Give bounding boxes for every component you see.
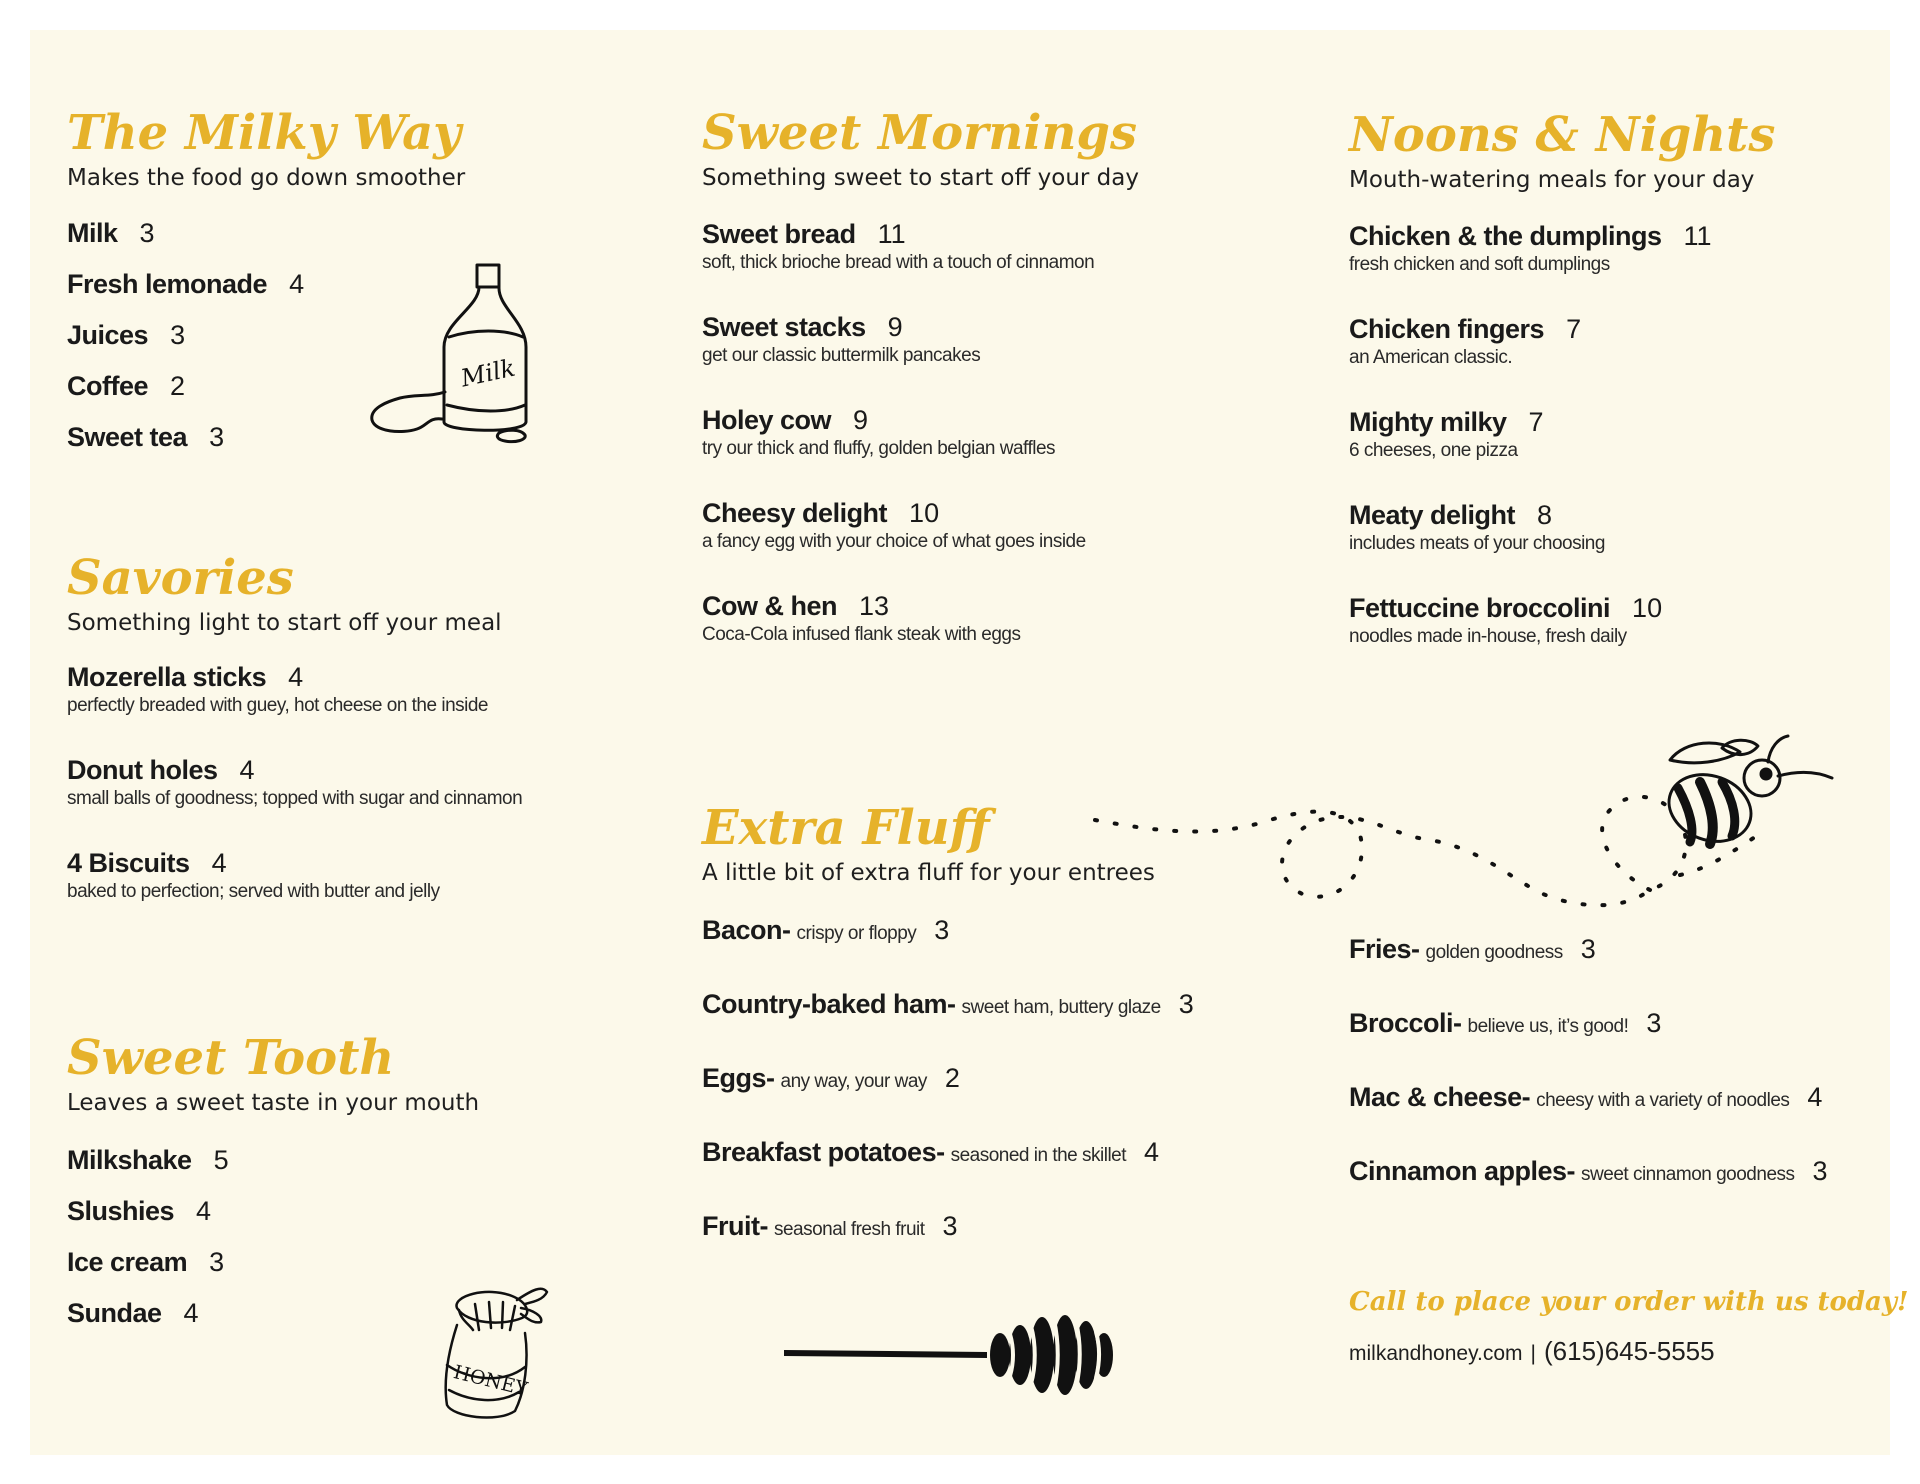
section-sweet-mornings [702, 105, 1312, 682]
item-name: Mozerella sticks [67, 662, 267, 692]
item-name: Cinnamon apples- [1349, 1156, 1576, 1186]
item-name: Cheesy delight [702, 498, 888, 528]
item-name: Fresh lemonade [67, 269, 268, 299]
item-name: Juices [67, 320, 149, 350]
item-name: Country-baked ham- [702, 989, 956, 1019]
item-list [1349, 219, 1869, 649]
menu-item [1349, 405, 1869, 463]
item-price: 4 [288, 662, 304, 692]
item-description: noodles made in-house, fresh daily [1349, 626, 1627, 647]
item-name: Ice cream [67, 1247, 188, 1277]
item-description: crispy or floppy [796, 923, 917, 944]
section-noons-nights [1349, 107, 1869, 684]
menu-item [702, 217, 1312, 275]
item-price: 4 [289, 269, 305, 299]
item-description: baked to perfection; served with butter and jelly [67, 881, 440, 902]
item-description: perfectly breaded with guey, hot cheese on the inside [67, 695, 488, 716]
item-price: 3 [1580, 934, 1596, 964]
milk-bottle-icon [349, 255, 549, 455]
item-name: Meaty delight [1349, 500, 1516, 530]
menu-item [1349, 312, 1869, 370]
contact-info [1349, 1336, 1715, 1367]
menu-sheet [30, 30, 1909, 1455]
section-title: Extra Fluff [702, 800, 990, 856]
menu-item [702, 403, 1312, 461]
item-price: 3 [942, 1211, 958, 1241]
item-description: sweet cinnamon goodness [1581, 1164, 1795, 1185]
extra-fluff-list-right [1349, 932, 1869, 1228]
menu-item [67, 1143, 627, 1177]
item-price: 9 [853, 405, 869, 435]
item-description: Coca-Cola infused flank steak with eggs [702, 624, 1021, 645]
menu-item [67, 846, 627, 904]
menu-item [1349, 1154, 1869, 1192]
item-name: Milkshake [67, 1145, 192, 1175]
item-name: Donut holes [67, 755, 218, 785]
item-price: 4 [1807, 1082, 1823, 1112]
menu-item [702, 987, 1312, 1025]
section-title: The Milky Way [67, 105, 462, 161]
item-name: Holey cow [702, 405, 832, 435]
menu-item [702, 1209, 1312, 1247]
item-name: 4 Biscuits [67, 848, 190, 878]
svg-text:HONEY: HONEY [451, 1361, 530, 1401]
menu-item [67, 753, 627, 811]
item-name: Eggs- [702, 1063, 775, 1093]
item-list [702, 913, 1312, 1247]
item-name: Mac & cheese- [1349, 1082, 1531, 1112]
item-description: try our thick and fluffy, golden belgian waffles [702, 438, 1056, 459]
honey-dipper-icon [782, 1300, 1122, 1410]
menu-item [67, 1194, 627, 1228]
item-price: 7 [1566, 314, 1582, 344]
item-price: 3 [170, 320, 186, 350]
menu-item [702, 310, 1312, 368]
item-price: 2 [170, 371, 186, 401]
item-description: an American classic. [1349, 347, 1513, 368]
item-name: Coffee [67, 371, 149, 401]
item-price: 3 [209, 422, 225, 452]
item-price: 2 [944, 1063, 960, 1093]
item-name: Bacon- [702, 915, 791, 945]
item-description: get our classic buttermilk pancakes [702, 345, 981, 366]
item-description: seasonal fresh fruit [773, 1219, 925, 1240]
section-subtitle: Mouth-watering meals for your day [1349, 167, 1755, 193]
section-title: Sweet Mornings [702, 105, 1137, 161]
item-name: Sweet tea [67, 422, 188, 452]
menu-item [1349, 932, 1869, 970]
item-price: 3 [1646, 1008, 1662, 1038]
item-description: sweet ham, buttery glaze [961, 997, 1161, 1018]
item-list [702, 217, 1312, 647]
item-description: fresh chicken and soft dumplings [1349, 254, 1610, 275]
section-subtitle: Leaves a sweet taste in your mouth [67, 1090, 480, 1116]
item-name: Chicken fingers [1349, 314, 1545, 344]
section-subtitle: A little bit of extra fluff for your entrees [702, 860, 1155, 886]
item-description: believe us, it’s good! [1467, 1016, 1629, 1037]
order-call-to-action: Call to place your order with us today! [1349, 1287, 1909, 1317]
menu-item [702, 1061, 1312, 1099]
item-price: 4 [1144, 1137, 1160, 1167]
item-price: 4 [196, 1196, 212, 1226]
item-name: Breakfast potatoes- [702, 1137, 945, 1167]
item-price: 3 [1178, 989, 1194, 1019]
menu-item [67, 660, 627, 718]
item-price: 4 [183, 1298, 199, 1328]
separator: | [1530, 1342, 1536, 1365]
item-list [67, 660, 627, 904]
website-link[interactable]: milkandhoney.com [1349, 1342, 1523, 1365]
menu-item [702, 589, 1312, 647]
bee-icon [1650, 730, 1860, 880]
item-name: Fettuccine broccolini [1349, 593, 1611, 623]
item-price: 3 [209, 1247, 225, 1277]
item-price: 10 [1632, 593, 1663, 623]
item-price: 4 [239, 755, 255, 785]
item-name: Fries- [1349, 934, 1420, 964]
item-description: golden goodness [1425, 942, 1563, 963]
section-title: Savories [67, 550, 294, 606]
item-description: seasoned in the skillet [950, 1145, 1127, 1166]
item-description: soft, thick brioche bread with a touch of cinnamon [702, 252, 1095, 273]
item-price: 4 [211, 848, 227, 878]
item-description: any way, your way [780, 1071, 927, 1092]
item-name: Milk [67, 218, 118, 248]
section-subtitle: Makes the food go down smoother [67, 165, 466, 191]
item-price: 5 [213, 1145, 229, 1175]
menu-item [1349, 1006, 1869, 1044]
item-price: 13 [859, 591, 890, 621]
item-description: a fancy egg with your choice of what goes inside [702, 531, 1086, 552]
honey-jar-icon [417, 1270, 577, 1430]
item-price: 7 [1528, 407, 1544, 437]
section-title: Sweet Tooth [67, 1030, 395, 1086]
menu-item [1349, 219, 1869, 277]
item-name: Fruit- [702, 1211, 768, 1241]
item-description: 6 cheeses, one pizza [1349, 440, 1518, 461]
item-price: 11 [877, 219, 906, 249]
item-price: 8 [1537, 500, 1553, 530]
menu-item [67, 216, 627, 250]
menu-item [702, 1135, 1312, 1173]
section-subtitle: Something light to start off your meal [67, 610, 502, 636]
item-name: Sweet bread [702, 219, 856, 249]
item-name: Slushies [67, 1196, 175, 1226]
menu-item [1349, 1080, 1869, 1118]
section-title: Noons & Nights [1349, 107, 1776, 163]
item-price: 3 [139, 218, 155, 248]
item-price: 10 [909, 498, 940, 528]
item-price: 3 [1812, 1156, 1828, 1186]
item-price: 9 [887, 312, 903, 342]
item-name: Cow & hen [702, 591, 837, 621]
item-price: 3 [934, 915, 950, 945]
item-name: Broccoli- [1349, 1008, 1462, 1038]
item-name: Mighty milky [1349, 407, 1507, 437]
section-savories [67, 550, 627, 939]
item-description: cheesy with a variety of noodles [1536, 1090, 1790, 1111]
phone-number[interactable]: (615)645-5555 [1544, 1336, 1715, 1366]
item-name: Chicken & the dumplings [1349, 221, 1662, 251]
item-name: Sundae [67, 1298, 162, 1328]
menu-item [1349, 591, 1869, 649]
svg-text:Milk: Milk [458, 353, 518, 393]
item-description: small balls of goodness; topped with sugar and cinnamon [67, 788, 523, 809]
menu-item [1349, 498, 1869, 556]
item-name: Sweet stacks [702, 312, 866, 342]
menu-item [702, 496, 1312, 554]
item-description: includes meats of your choosing [1349, 533, 1605, 554]
section-subtitle: Something sweet to start off your day [702, 165, 1139, 191]
item-price: 11 [1683, 221, 1712, 251]
